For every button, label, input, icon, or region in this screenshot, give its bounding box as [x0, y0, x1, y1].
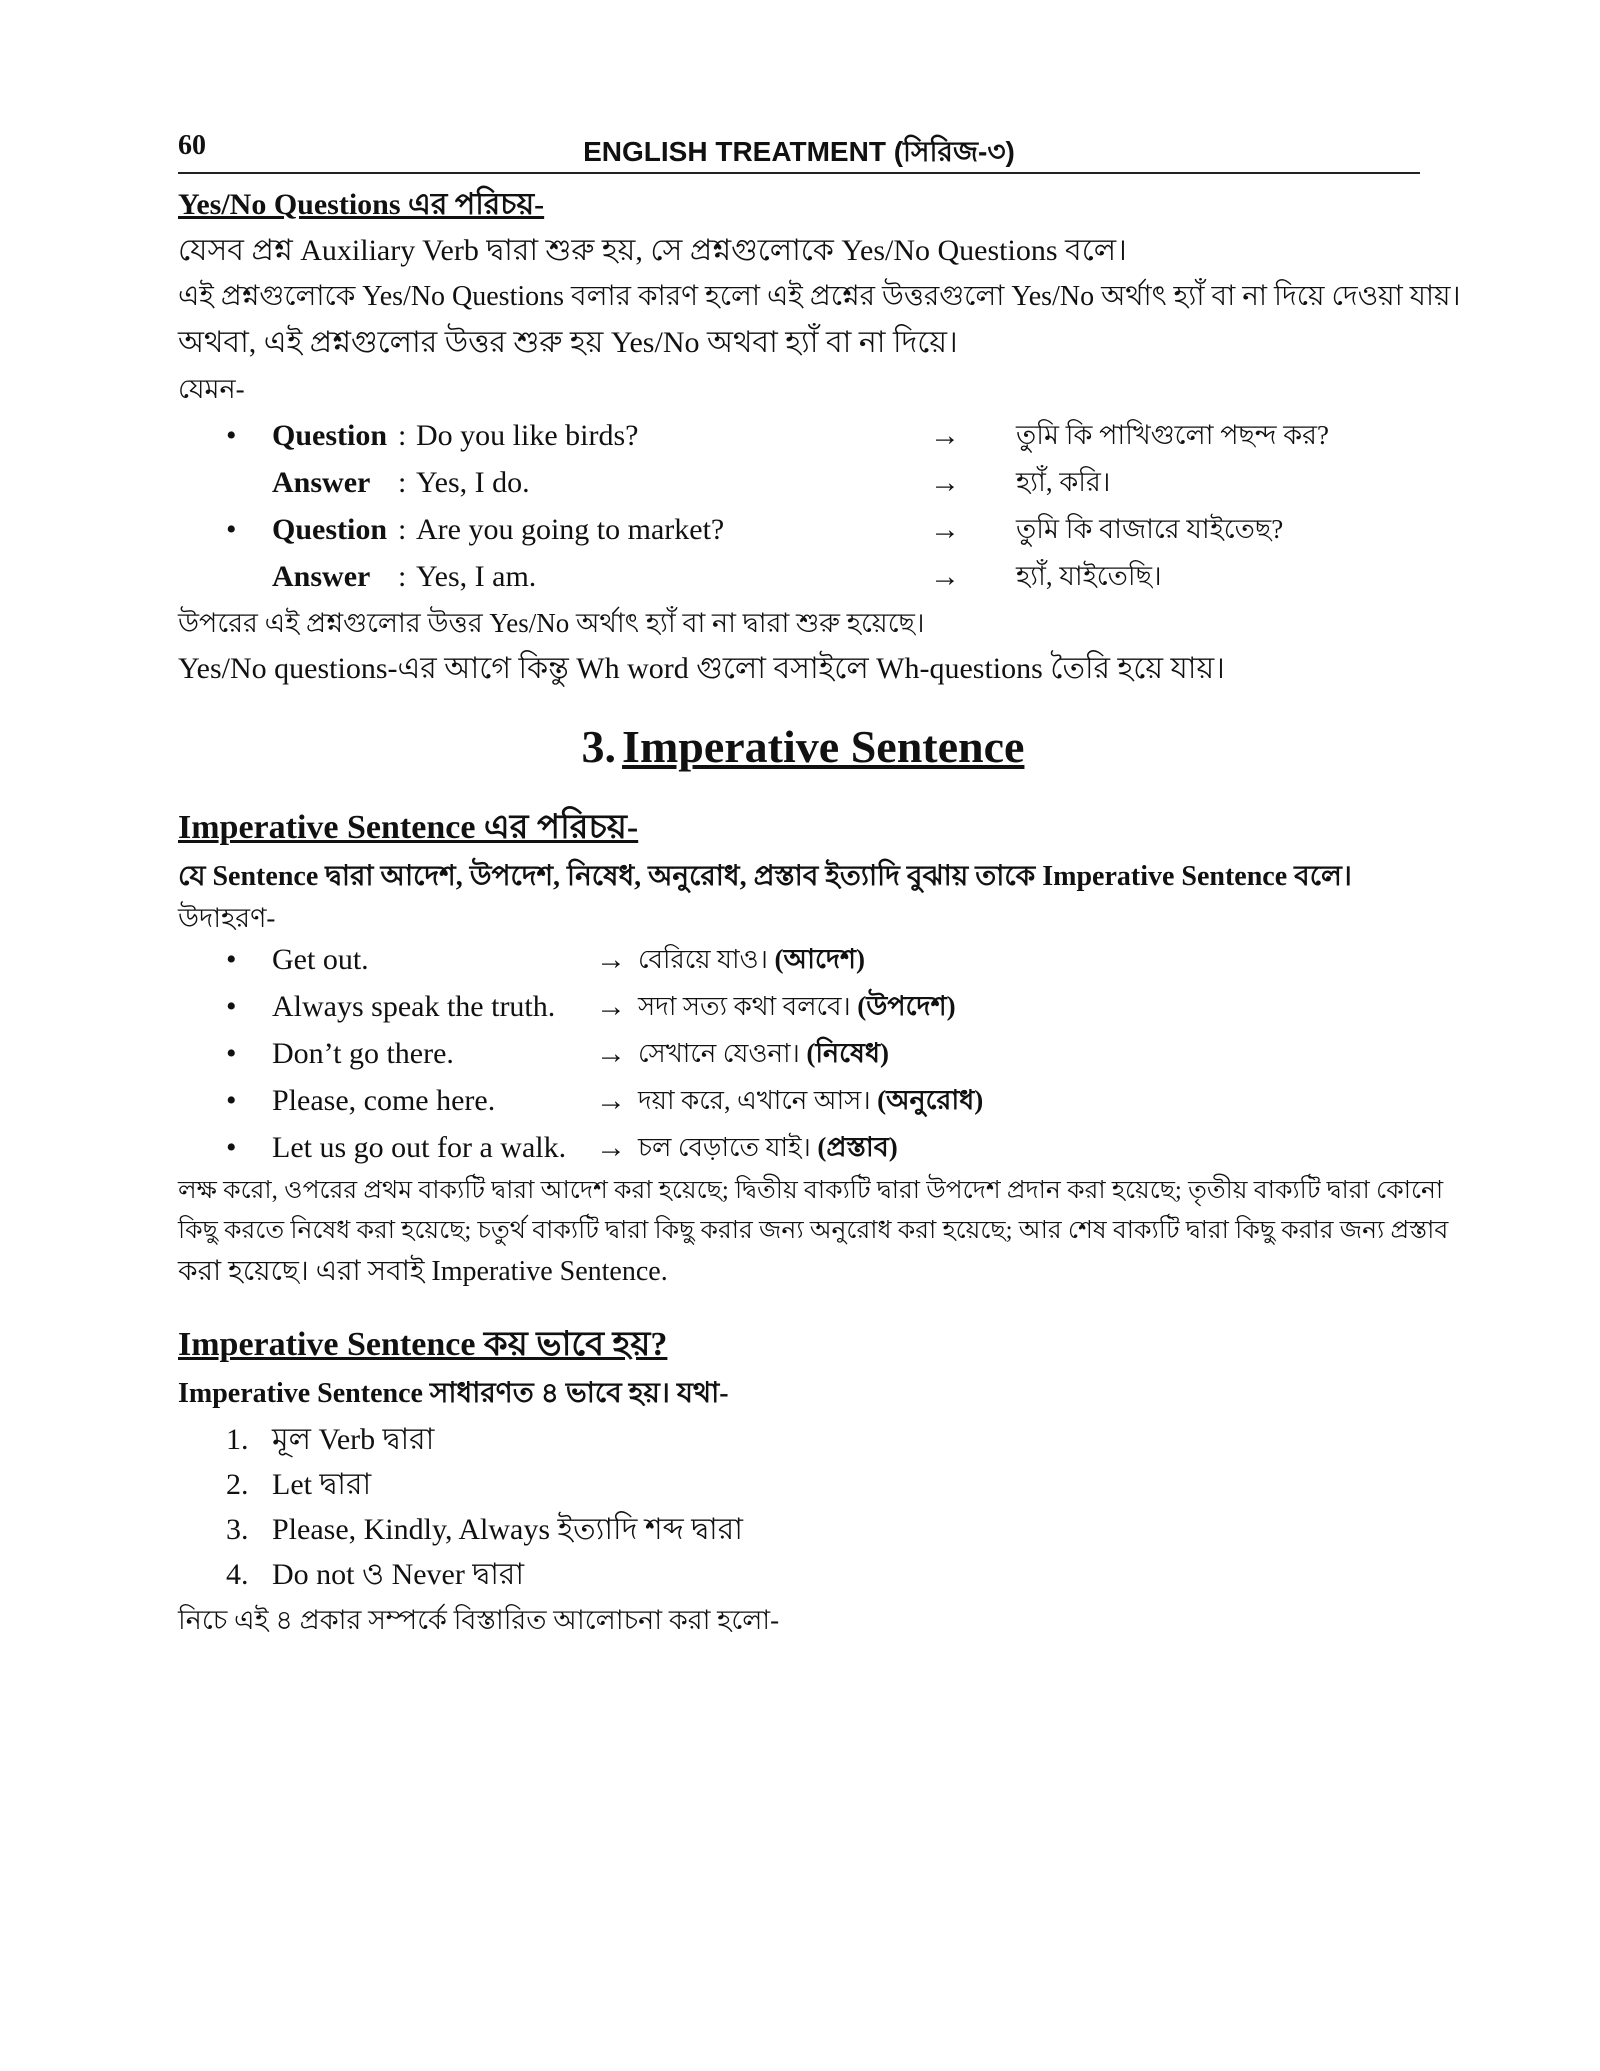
imperative-ways-heading: Imperative Sentence কয় ভাবে হয়? [178, 1326, 668, 1363]
yesno-paragraph-2: এই প্রশ্নগুলোকে Yes/No Questions বলার কারণ হলো এই প্রশ্নের উত্তরগুলো Yes/No অর্থাৎ হ্যাঁ বা না দিয়ে দেওয়া যায়। [178, 281, 1461, 312]
list-number: 1. [226, 1423, 249, 1456]
example-type: (উপদেশ) [857, 991, 956, 1021]
qa-item [178, 459, 1428, 506]
list-text: Do not ও Never দ্বারা [272, 1558, 525, 1591]
example-type: (প্রস্তাব) [817, 1132, 898, 1162]
yesno-example-label: যেমন- [178, 374, 245, 404]
yesno-paragraph-1: যেসব প্রশ্ন Auxiliary Verb দ্বারা শুরু হয়, সে প্রশ্নগুলোকে Yes/No Questions বলে। [178, 234, 1127, 267]
example-bangla: দয়া করে, এখানে আস। [638, 1086, 871, 1115]
example-bangla: বেরিয়ে যাও। [638, 945, 768, 974]
bullet: • [226, 419, 237, 452]
example-type: (অনুরোধ) [877, 1085, 984, 1115]
arrow: → [930, 419, 960, 452]
bullet: • [226, 1037, 237, 1070]
example-bangla: সদা সত্য কথা বলবে। [638, 992, 851, 1021]
list-item [178, 1552, 1428, 1597]
yesno-paragraph-4: উপরের এই প্রশ্নগুলোর উত্তর Yes/No অর্থাৎ হ্যাঁ বা না দ্বারা শুরু হয়েছে। [178, 608, 925, 638]
example-text: Please, come here. [272, 1084, 496, 1117]
qa-colon: : [398, 419, 407, 452]
yesno-heading: Yes/No Questions এর পরিচয়- [178, 188, 545, 221]
example-text: Get out. [272, 943, 369, 976]
arrow: → [930, 466, 960, 499]
list-text: Let দ্বারা [272, 1468, 372, 1501]
example-translation [638, 1124, 898, 1171]
qa-colon: : [398, 466, 407, 499]
page-header [178, 126, 1420, 174]
qa-translation: হ্যাঁ, যাইতেছি। [1016, 561, 1162, 591]
qa-label: Answer [272, 466, 371, 499]
arrow: → [596, 1037, 626, 1070]
example-translation [638, 983, 956, 1030]
page-number: 60 [178, 130, 206, 161]
ways-list [178, 1417, 1428, 1597]
imperative-ways-closing: নিচে এই ৪ প্রকার সম্পর্কে বিস্তারিত আলোচনা করা হলো- [178, 1605, 780, 1635]
yesno-paragraph-3: অথবা, এই প্রশ্নগুলোর উত্তর শুরু হয় Yes/No অথবা হ্যাঁ বা না দিয়ে। [178, 326, 958, 359]
qa-translation: তুমি কি পাখিগুলো পছন্দ কর? [1016, 420, 1330, 450]
example-item [178, 1030, 1428, 1077]
imperative-note-line-1: লক্ষ করো, ওপরের প্রথম বাক্যটি দ্বারা আদেশ করা হয়েছে; দ্বিতীয় বাক্যটি দ্বারা উপদেশ প্রদান করা হয়েছে; তৃতীয় বাক্যটি দ্বারা কোনো [178, 1177, 1444, 1204]
example-bangla: সেখানে যেওনা। [638, 1039, 800, 1068]
qa-item [178, 506, 1428, 553]
example-list [178, 936, 1428, 1171]
bullet: • [226, 990, 237, 1023]
list-item [178, 1507, 1428, 1552]
qa-translation: তুমি কি বাজারে যাইতেছ? [1016, 514, 1284, 544]
example-type: (আদেশ) [774, 944, 865, 974]
bullet: • [226, 1131, 237, 1164]
qa-translation: হ্যাঁ, করি। [1016, 467, 1111, 497]
list-number: 3. [226, 1513, 249, 1546]
qa-text: Yes, I am. [416, 560, 537, 593]
list-item [178, 1462, 1428, 1507]
example-translation [638, 1030, 889, 1077]
qa-text: Are you going to market? [416, 513, 725, 546]
arrow: → [596, 943, 626, 976]
qa-item [178, 412, 1428, 459]
example-type: (নিষেধ) [806, 1038, 890, 1068]
chapter-title [178, 712, 1428, 782]
example-bangla: চল বেড়াতে যাই। [638, 1133, 811, 1162]
qa-text: Yes, I do. [416, 466, 530, 499]
qa-colon: : [398, 560, 407, 593]
bullet: • [226, 1084, 237, 1117]
example-text: Always speak the truth. [272, 990, 556, 1023]
arrow: → [930, 513, 960, 546]
arrow: → [596, 990, 626, 1023]
example-translation [638, 1077, 983, 1124]
imperative-definition: যে Sentence দ্বারা আদেশ, উপদেশ, নিষেধ, অনুরোধ, প্রস্তাব ইত্যাদি বুঝায় তাকে Imperative Sentence বলে। [178, 861, 1352, 892]
example-item [178, 1124, 1428, 1171]
bullet: • [226, 513, 237, 546]
imperative-example-label: উদাহরণ- [178, 903, 276, 933]
imperative-ways-lead: Imperative Sentence সাধারণত ৪ ভাবে হয়। যথা- [178, 1378, 729, 1409]
qa-item [178, 553, 1428, 600]
example-item [178, 936, 1428, 983]
page-content [178, 182, 1461, 1643]
example-text: Don’t go there. [272, 1037, 454, 1070]
imperative-intro-heading: Imperative Sentence এর পরিচয়- [178, 809, 639, 846]
imperative-note-line-3: করা হয়েছে। এরা সবাই Imperative Sentence. [178, 1256, 668, 1287]
qa-label: Question [272, 419, 388, 452]
example-item [178, 1077, 1428, 1124]
yesno-paragraph-5: Yes/No questions-এর আগে কিন্তু Wh word গুলো বসাইলে Wh-questions তৈরি হয়ে যায়। [178, 652, 1225, 685]
list-item [178, 1417, 1428, 1462]
arrow: → [596, 1131, 626, 1164]
list-number: 4. [226, 1558, 249, 1591]
arrow: → [596, 1084, 626, 1117]
qa-colon: : [398, 513, 407, 546]
running-title: ENGLISH TREATMENT (সিরিজ-৩) [583, 136, 1015, 167]
qa-label: Question [272, 513, 388, 546]
example-translation [638, 936, 865, 983]
list-text: মূল Verb দ্বারা [272, 1423, 435, 1456]
qa-list [178, 412, 1428, 600]
example-item [178, 983, 1428, 1030]
arrow: → [930, 560, 960, 593]
qa-label: Answer [272, 560, 371, 593]
chapter-number: 3. [581, 721, 617, 772]
bullet: • [226, 943, 237, 976]
imperative-note-line-2: কিছু করতে নিষেধ করা হয়েছে; চতুর্থ বাক্যটি দ্বারা কিছু করার জন্য অনুরোধ করা হয়েছে; আর শেষ বাক্যটি দ্বারা কিছু করার জন্য প্রস্তাব [178, 1217, 1449, 1244]
qa-text: Do you like birds? [416, 419, 639, 452]
example-text: Let us go out for a walk. [272, 1131, 567, 1164]
list-text: Please, Kindly, Always ইত্যাদি শব্দ দ্বারা [272, 1513, 743, 1546]
list-number: 2. [226, 1468, 249, 1501]
chapter-name: Imperative Sentence [622, 721, 1025, 772]
